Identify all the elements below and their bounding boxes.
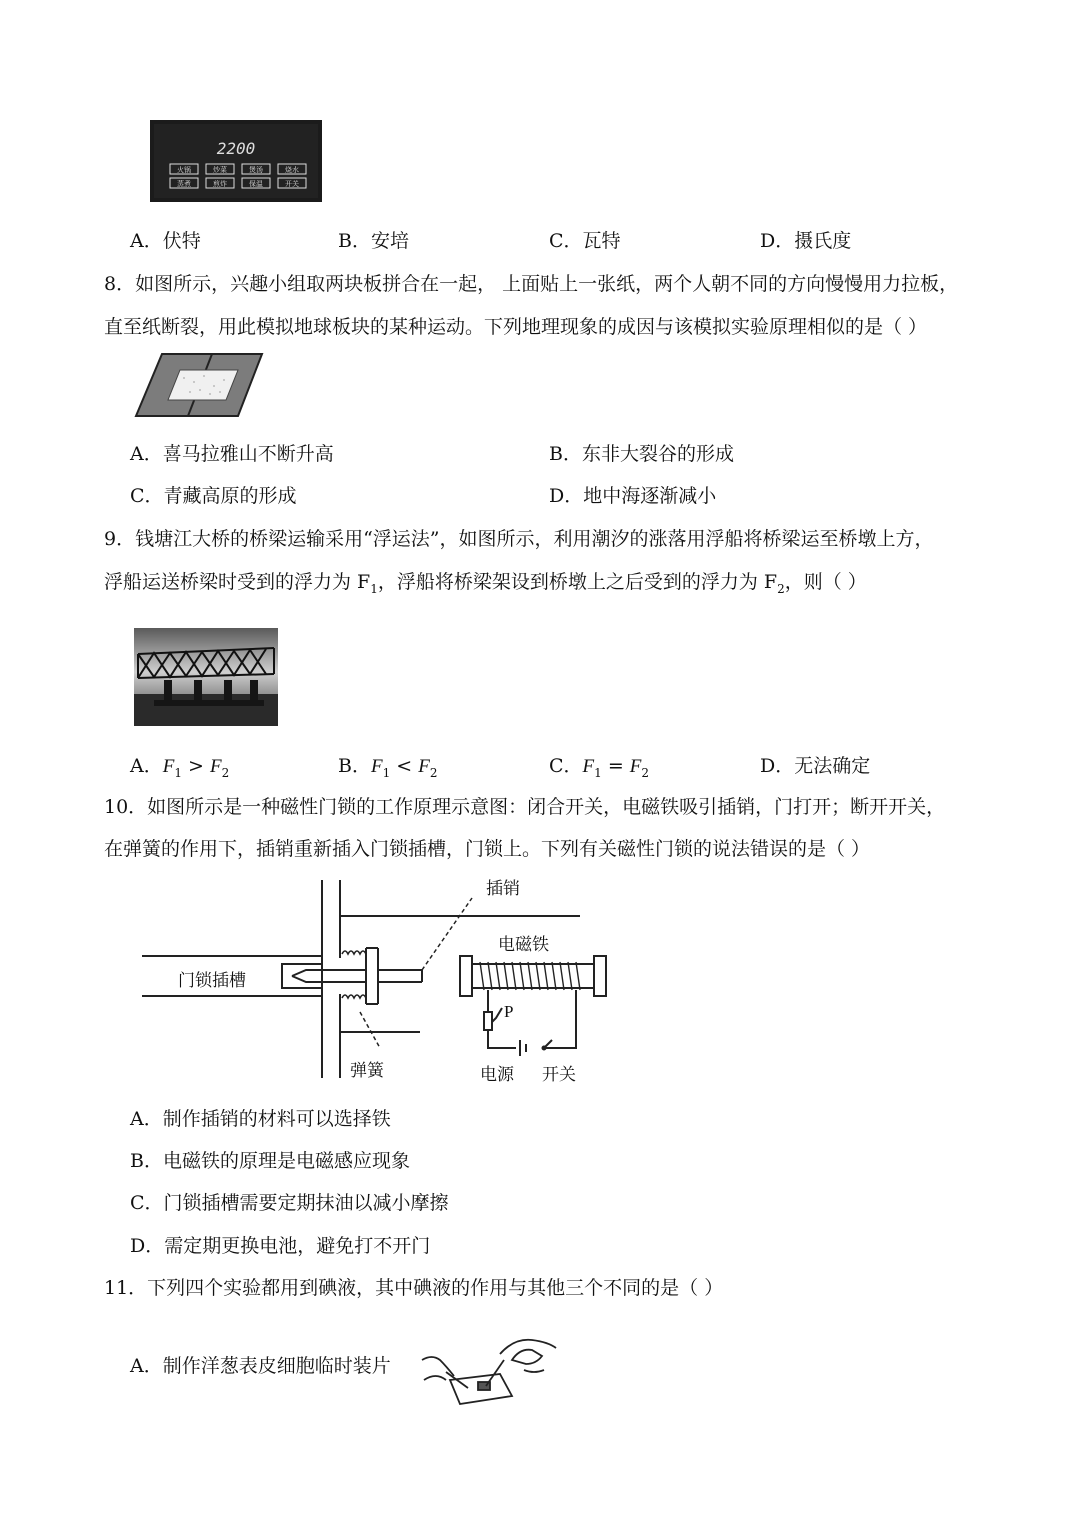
- subscript: 1: [594, 765, 602, 780]
- q8-stem-line1: 8．如图所示，兴趣小组取两块板拼合在一起， 上面贴上一张纸，两个人朝不同的方向慢慢用力拉板，: [104, 273, 959, 295]
- option-text: 东非大裂谷的形成: [581, 443, 734, 465]
- q10-lock-diagram: [140, 872, 610, 1088]
- label-switch: 开关: [542, 1065, 576, 1085]
- q10-stem-line1: 10．如图所示是一种磁性门锁的工作原理示意图：闭合开关，电磁铁吸引插销，门打开；断开开关，: [104, 796, 946, 818]
- q7-panel-image: [148, 116, 324, 204]
- q9-option-d[interactable]: [760, 751, 870, 778]
- subscript: 2: [641, 765, 650, 780]
- math-operator: =: [601, 755, 630, 777]
- option-text: 青藏高原的形成: [163, 485, 297, 507]
- panel-key-label: 开关: [285, 180, 299, 188]
- q9-option-b[interactable]: [338, 751, 437, 780]
- q8-option-a[interactable]: [130, 439, 334, 466]
- q10-stem-line2: 在弹簧的作用下，插销重新插入门锁插槽，门锁上。下列有关磁性门锁的说法错误的是（ ）: [104, 838, 871, 860]
- option-text: 喜马拉雅山不断升高: [162, 443, 334, 465]
- math-symbol: F: [370, 756, 383, 777]
- subscript: 2: [429, 765, 438, 780]
- option-letter: A．: [130, 230, 163, 252]
- stem-text: ，则（ ）: [784, 571, 867, 593]
- option-text: 门锁插槽需要定期抹油以减小摩擦: [163, 1192, 449, 1214]
- option-letter: A．: [130, 443, 163, 465]
- option-letter: A．: [130, 1355, 163, 1377]
- q8-option-d[interactable]: [549, 481, 716, 508]
- option-letter: D．: [760, 230, 795, 252]
- math-symbol: F: [418, 756, 430, 777]
- math-symbol: F: [162, 756, 175, 777]
- q8-option-b[interactable]: [549, 439, 734, 466]
- subscript: 2: [777, 581, 785, 596]
- math-symbol: F: [629, 756, 642, 777]
- option-letter: C．: [549, 755, 583, 777]
- panel-key-label: 火锅: [177, 166, 191, 174]
- q11-option-a[interactable]: [130, 1351, 391, 1378]
- label-power: 电源: [480, 1065, 514, 1085]
- label-p: P: [504, 1002, 514, 1021]
- option-text: 瓦特: [582, 230, 621, 252]
- option-letter: B．: [130, 1150, 163, 1172]
- option-letter: C．: [130, 485, 164, 507]
- option-text: 需定期更换电池，避免打不开门: [164, 1235, 431, 1257]
- stem-text: 浮船运送桥梁时受到的浮力为 F: [104, 571, 371, 593]
- option-text: 伏特: [162, 230, 201, 252]
- q9-stem-line1: 9．钱塘江大桥的桥梁运输采用“浮运法”，如图所示，利用潮汐的涨落用浮船将桥梁运至桥墩上方，: [104, 528, 934, 550]
- q11-slide-sketch: [420, 1330, 566, 1410]
- option-text: 摄氏度: [794, 230, 852, 252]
- q10-option-d[interactable]: [130, 1231, 430, 1258]
- label-lock-slot: 门锁插槽: [178, 971, 246, 991]
- option-letter: B．: [338, 755, 371, 777]
- label-pin: 插销: [486, 879, 520, 899]
- q7-option-a[interactable]: [130, 226, 201, 253]
- subscript: 1: [370, 581, 378, 596]
- panel-key-label: 煲汤: [249, 166, 263, 174]
- q7-display-text: 2200: [216, 139, 256, 158]
- option-letter: A．: [130, 1108, 163, 1130]
- option-text: 制作洋葱表皮细胞临时装片: [162, 1355, 391, 1377]
- option-letter: B．: [338, 230, 371, 252]
- label-electromagnet: 电磁铁: [498, 935, 549, 955]
- option-text: 制作插销的材料可以选择铁: [162, 1108, 391, 1130]
- q8-plates-image: [134, 350, 266, 420]
- option-letter: D．: [130, 1235, 165, 1257]
- q11-stem-line1: 11．下列四个实验都用到碘液，其中碘液的作用与其他三个不同的是（ ）: [104, 1277, 724, 1299]
- q10-option-c[interactable]: [130, 1188, 449, 1215]
- q10-option-a[interactable]: [130, 1104, 391, 1131]
- option-text: 安培: [370, 230, 409, 252]
- q9-option-c[interactable]: [549, 751, 649, 780]
- option-letter: D．: [760, 755, 795, 777]
- panel-key-label: 保温: [249, 180, 263, 188]
- panel-key-label: 煎炸: [213, 180, 227, 188]
- panel-key-label: 蒸煮: [177, 180, 191, 188]
- q7-option-d[interactable]: [760, 226, 851, 253]
- option-letter: D．: [549, 485, 584, 507]
- math-symbol: F: [209, 756, 222, 777]
- math-symbol: F: [582, 756, 595, 777]
- option-letter: C．: [549, 230, 583, 252]
- label-spring: 弹簧: [350, 1061, 384, 1081]
- stem-text: ，浮船将桥梁架设到桥墩上之后受到的浮力为 F: [377, 571, 778, 593]
- q7-option-c[interactable]: [549, 226, 621, 253]
- option-letter: A．: [130, 755, 163, 777]
- q8-stem-line2: 直至纸断裂，用此模拟地球板块的某种运动。下列地理现象的成因与该模拟实验原理相似的是（ ）: [104, 316, 928, 338]
- panel-key-label: 炒菜: [213, 166, 227, 174]
- q9-stem-line2: [104, 567, 867, 596]
- subscript: 1: [382, 765, 391, 780]
- subscript: 2: [221, 765, 230, 780]
- q7-option-b[interactable]: [338, 226, 409, 253]
- subscript: 1: [174, 765, 182, 780]
- option-text: 无法确定: [794, 755, 871, 777]
- option-text: 地中海逐渐减小: [583, 485, 717, 507]
- option-letter: C．: [130, 1192, 164, 1214]
- option-text: 电磁铁的原理是电磁感应现象: [162, 1150, 410, 1172]
- option-letter: B．: [549, 443, 582, 465]
- math-operator: >: [181, 755, 210, 777]
- q9-bridge-photo: [134, 628, 278, 726]
- q10-option-b[interactable]: [130, 1146, 410, 1173]
- panel-key-label: 烧水: [285, 166, 299, 174]
- q8-option-c[interactable]: [130, 481, 297, 508]
- q9-option-a[interactable]: [130, 751, 229, 780]
- math-operator: <: [390, 755, 419, 777]
